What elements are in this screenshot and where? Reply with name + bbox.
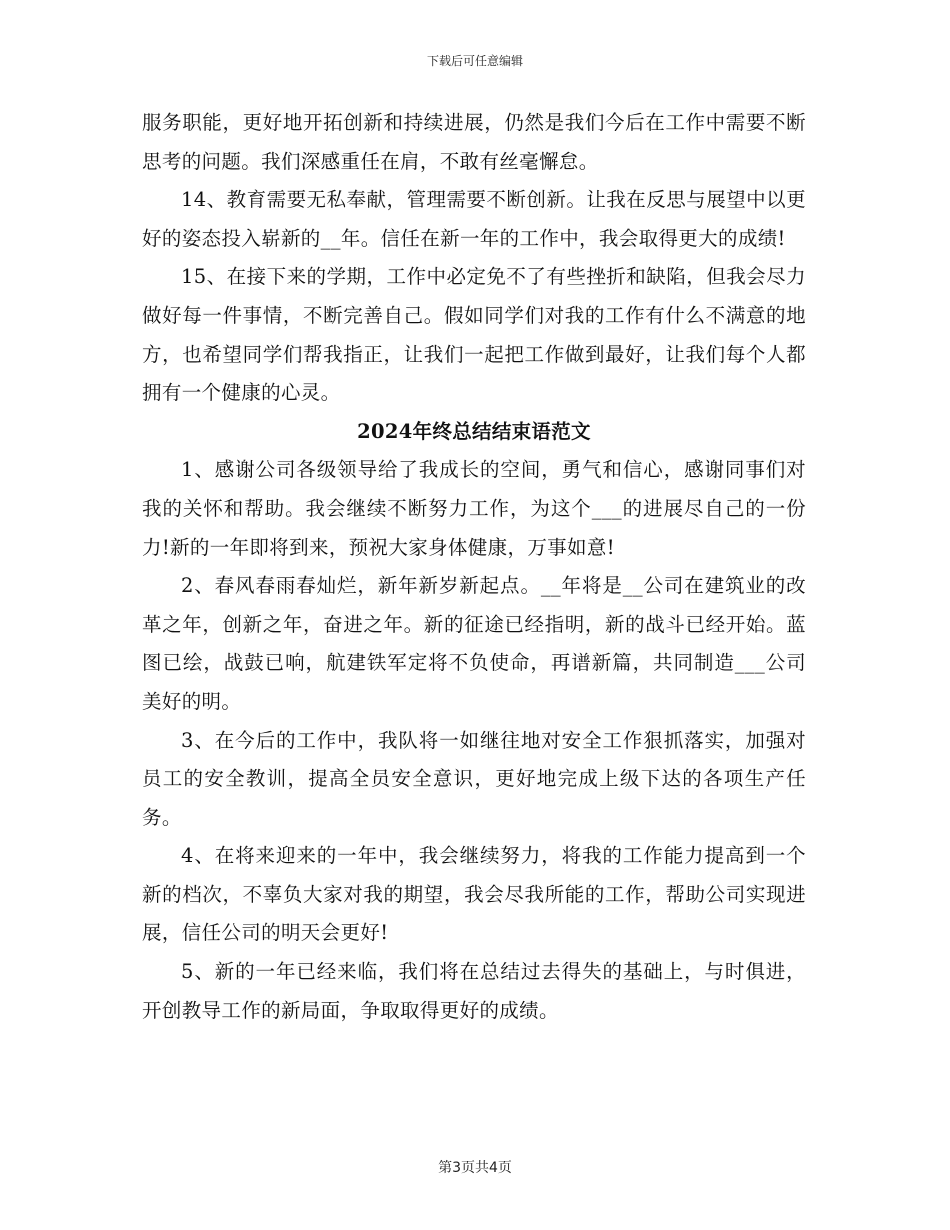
paragraph-item-14: 14、教育需要无私奉献，管理需要不断创新。让我在反思与展望中以更好的姿态投入崭新的__年。信任在新一年的工作中，我会取得更大的成绩! <box>142 188 806 250</box>
section-title: 2024年终总结结束语范文 <box>357 419 591 443</box>
section-paragraph-2: 2、春风春雨春灿烂，新年新岁新起点。__年将是__公司在建筑业的改革之年，创新之年，奋进之年。新的征途已经指明，新的战斗已经开始。蓝图已绘，战鼓已响，航建铁军定将不负使命，再谱新篇，共同制造___公司美好的明。 <box>142 574 806 713</box>
section-paragraph-5: 5、新的一年已经来临，我们将在总结过去得失的基础上，与时俱进，开创教导工作的新局面，争取取得更好的成绩。 <box>142 960 806 1022</box>
page-header-note: 下载后可任意编辑 <box>426 54 523 68</box>
section-paragraph-4: 4、在将来迎来的一年中，我会继续努力，将我的工作能力提高到一个新的档次，不辜负大家对我的期望，我会尽我所能的工作，帮助公司实现进展，信任公司的明天会更好! <box>142 844 806 945</box>
document-body <box>142 104 806 1030</box>
section-paragraph-3: 3、在今后的工作中，我队将一如继往地对安全工作狠抓落实，加强对员工的安全教训，提高全员安全意识，更好地完成上级下达的各项生产任务。 <box>142 728 806 829</box>
section-paragraph-1: 1、感谢公司各级领导给了我成长的空间，勇气和信心，感谢同事们对我的关怀和帮助。我会继续不断努力工作，为这个___的进展尽自己的一份力!新的一年即将到来，预祝大家身体健康，万事如意! <box>142 458 806 559</box>
paragraph-continuation: 服务职能，更好地开拓创新和持续进展，仍然是我们今后在工作中需要不断思考的问题。我们深感重任在肩，不敢有丝毫懈怠。 <box>142 111 806 173</box>
page-number: 第3页共4页 <box>438 1160 512 1176</box>
paragraph-item-15: 15、在接下来的学期，工作中必定免不了有些挫折和缺陷，但我会尽力做好每一件事情，不断完善自己。假如同学们对我的工作有什么不满意的地方，也希望同学们帮我指正，让我们一起把工作做到最好，让我们每个人都拥有一个健康的心灵。 <box>142 265 806 405</box>
